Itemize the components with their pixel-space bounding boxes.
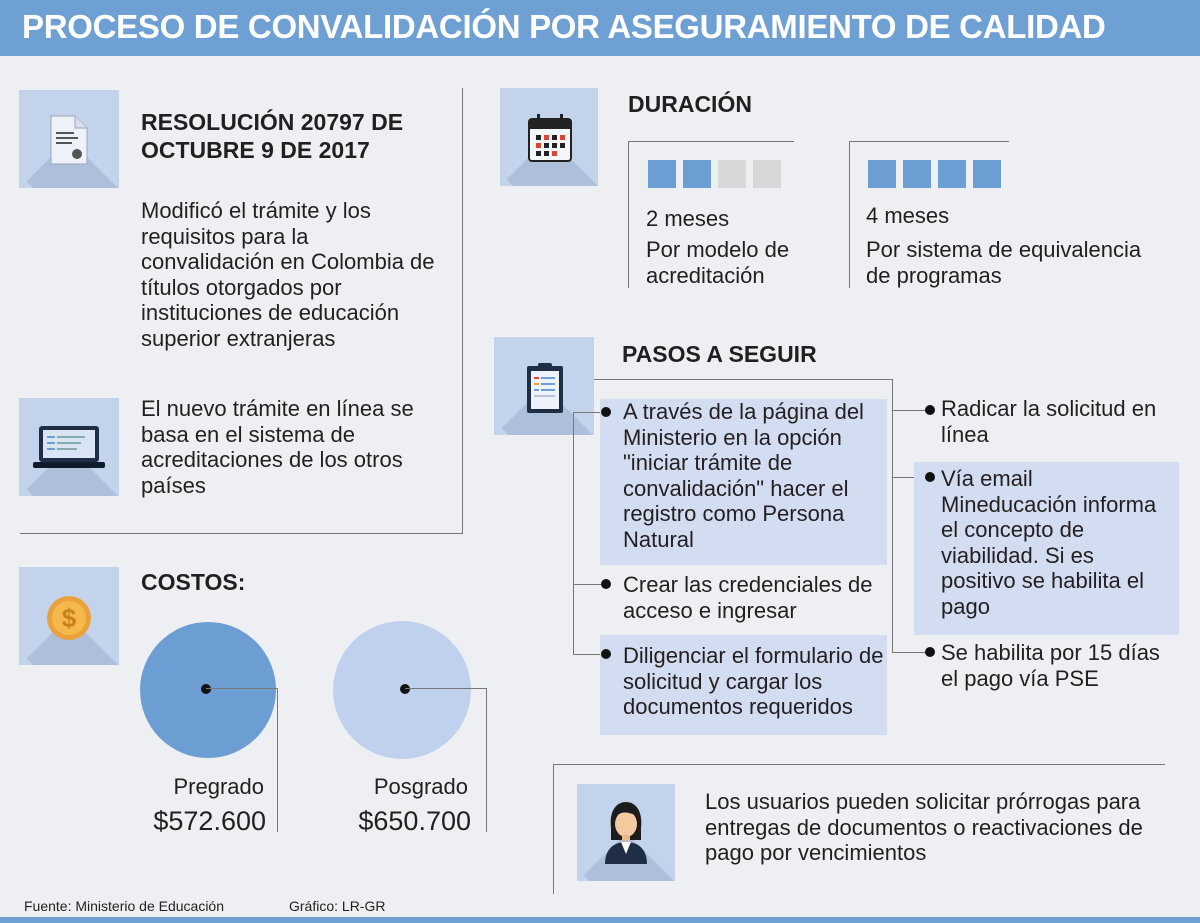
- resolution-text: Modificó el trámite y los requisitos para la convalidación en Colombia de títulos otorgados por instituciones de educación superior extranjeras: [141, 198, 435, 351]
- posgrado-value: $650.700: [358, 806, 471, 836]
- duration-description: Por modelo de acreditación: [646, 237, 790, 288]
- step-bullet: [601, 649, 611, 659]
- posgrado-label: Posgrado: [373, 774, 468, 799]
- duration-block-empty: [718, 160, 746, 188]
- note-text: Los usuarios pueden solicitar prórrogas para entregas de documentos o reactivaciones de pago por vencimientos: [705, 789, 1143, 865]
- bottom-bar: [0, 917, 1200, 923]
- footer-graphic: Gráfico: LR-GR: [289, 898, 386, 914]
- duration-heading: DURACIÓN: [628, 91, 752, 117]
- divider: [849, 141, 1009, 142]
- duration-block-filled: [973, 160, 1001, 188]
- pregrado-value: $572.600: [153, 806, 266, 836]
- step-bullet: [601, 579, 611, 589]
- duration-block-filled: [938, 160, 966, 188]
- pregrado-label: Pregrado: [173, 774, 264, 799]
- divider: [849, 141, 850, 288]
- resolution-heading: RESOLUCIÓN 20797 DE OCTUBRE 9 DE 2017: [141, 109, 404, 163]
- step-bullet: [925, 472, 935, 482]
- footer-source: Fuente: Ministerio de Educación: [24, 898, 224, 914]
- clipboard-icon: [494, 337, 594, 435]
- duration-value: 4 meses: [866, 203, 950, 228]
- step-item: Se habilita por 15 días el pago vía PSE: [941, 640, 1160, 691]
- connector-line: [892, 379, 893, 653]
- calendar-icon: [500, 88, 598, 186]
- posgrado-dot: [400, 684, 410, 694]
- duration-block-filled: [903, 160, 931, 188]
- page-title: PROCESO DE CONVALIDACIÓN POR ASEGURAMIENTO DE CALIDAD: [22, 8, 1106, 45]
- divider: [628, 141, 794, 142]
- online-text: El nuevo trámite en línea se basa en el sistema de acreditaciones de los otros países: [141, 396, 414, 498]
- step-bullet: [925, 405, 935, 415]
- pregrado-dot: [201, 684, 211, 694]
- connector-line: [892, 410, 928, 411]
- divider: [20, 533, 463, 534]
- duration-block-empty: [753, 160, 781, 188]
- step-bullet: [925, 647, 935, 657]
- duration-block-filled: [868, 160, 896, 188]
- divider: [462, 88, 463, 533]
- connector-line: [206, 688, 278, 689]
- step-item: A través de la página del Ministerio en la opción "iniciar trámite de convalidación" hacer el registro como Persona Natural: [623, 399, 864, 552]
- connector-line: [892, 652, 928, 653]
- costs-heading: COSTOS:: [141, 569, 246, 595]
- duration-block-filled: [648, 160, 676, 188]
- document-icon: [19, 90, 119, 188]
- divider: [553, 764, 554, 894]
- step-bullet: [601, 407, 611, 417]
- divider: [553, 764, 1165, 765]
- duration-description: Por sistema de equivalencia de programas: [866, 237, 1142, 288]
- steps-heading: PASOS A SEGUIR: [622, 341, 817, 367]
- connector-line: [594, 379, 893, 380]
- connector-line: [486, 688, 487, 832]
- divider: [628, 141, 629, 288]
- connector-line: [573, 412, 574, 654]
- step-item: Vía email Mineducación informa el concepto de viabilidad. Si es positivo se habilita el pago: [941, 466, 1157, 619]
- duration-block-filled: [683, 160, 711, 188]
- connector-line: [405, 688, 486, 689]
- svg-text:$: $: [61, 603, 77, 633]
- woman-user-icon: [577, 784, 675, 881]
- coin-icon: [19, 567, 119, 665]
- connector-line: [277, 688, 278, 832]
- step-item: Diligenciar el formulario de solicitud y cargar los documentos requeridos: [623, 643, 884, 719]
- duration-value: 2 meses: [646, 206, 730, 231]
- step-item: Crear las credenciales de acceso e ingresar: [623, 572, 873, 623]
- laptop-icon: [19, 398, 119, 496]
- step-item: Radicar la solicitud en línea: [941, 396, 1157, 447]
